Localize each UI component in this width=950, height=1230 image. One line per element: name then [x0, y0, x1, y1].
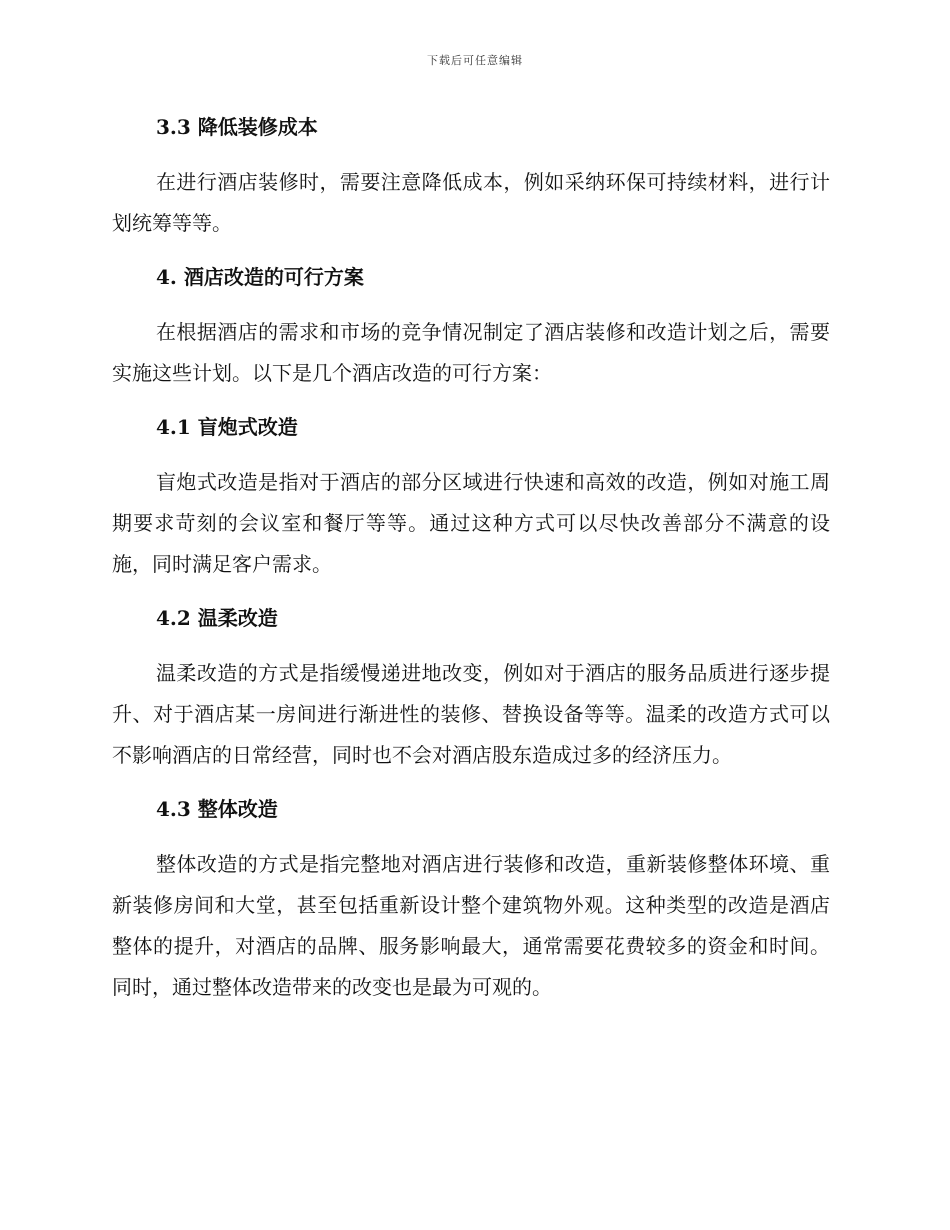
section-heading-4: 4. 酒店改造的可行方案 — [156, 265, 364, 289]
paragraph-4-2: 温柔改造的方式是指缓慢递进地改变，例如对于酒店的服务品质进行逐步提升、对于酒店某一房间进行渐进性的装修、替换设备等等。温柔的改造方式可以不影响酒店的日常经营，同时也不会对酒店股东造成过多的经济压力。 — [112, 661, 830, 767]
section-heading-4-3: 4.3 整体改造 — [156, 797, 278, 821]
document-body — [112, 108, 830, 1008]
section-heading-3-3: 3.3 降低装修成本 — [156, 115, 318, 139]
paragraph-3-3: 在进行酒店装修时，需要注意降低成本，例如采纳环保可持续材料，进行计划统筹等等。 — [112, 170, 830, 235]
paragraph-4-3: 整体改造的方式是指完整地对酒店进行装修和改造，重新装修整体环境、重新装修房间和大堂，甚至包括重新设计整个建筑物外观。这种类型的改造是酒店整体的提升，对酒店的品牌、服务影响最大，通常需要花费较多的资金和时间。同时，通过整体改造带来的改变也是最为可观的。 — [112, 852, 830, 999]
page-header: 下载后可任意编辑 — [427, 54, 523, 67]
section-heading-4-2: 4.2 温柔改造 — [156, 606, 278, 630]
paragraph-4-1: 盲炮式改造是指对于酒店的部分区域进行快速和高效的改造，例如对施工周期要求苛刻的会议室和餐厅等等。通过这种方式可以尽快改善部分不满意的设施，同时满足客户需求。 — [112, 470, 830, 576]
paragraph-4: 在根据酒店的需求和市场的竞争情况制定了酒店装修和改造计划之后，需要实施这些计划。以下是几个酒店改造的可行方案： — [112, 320, 830, 385]
section-heading-4-1: 4.1 盲炮式改造 — [156, 415, 298, 439]
